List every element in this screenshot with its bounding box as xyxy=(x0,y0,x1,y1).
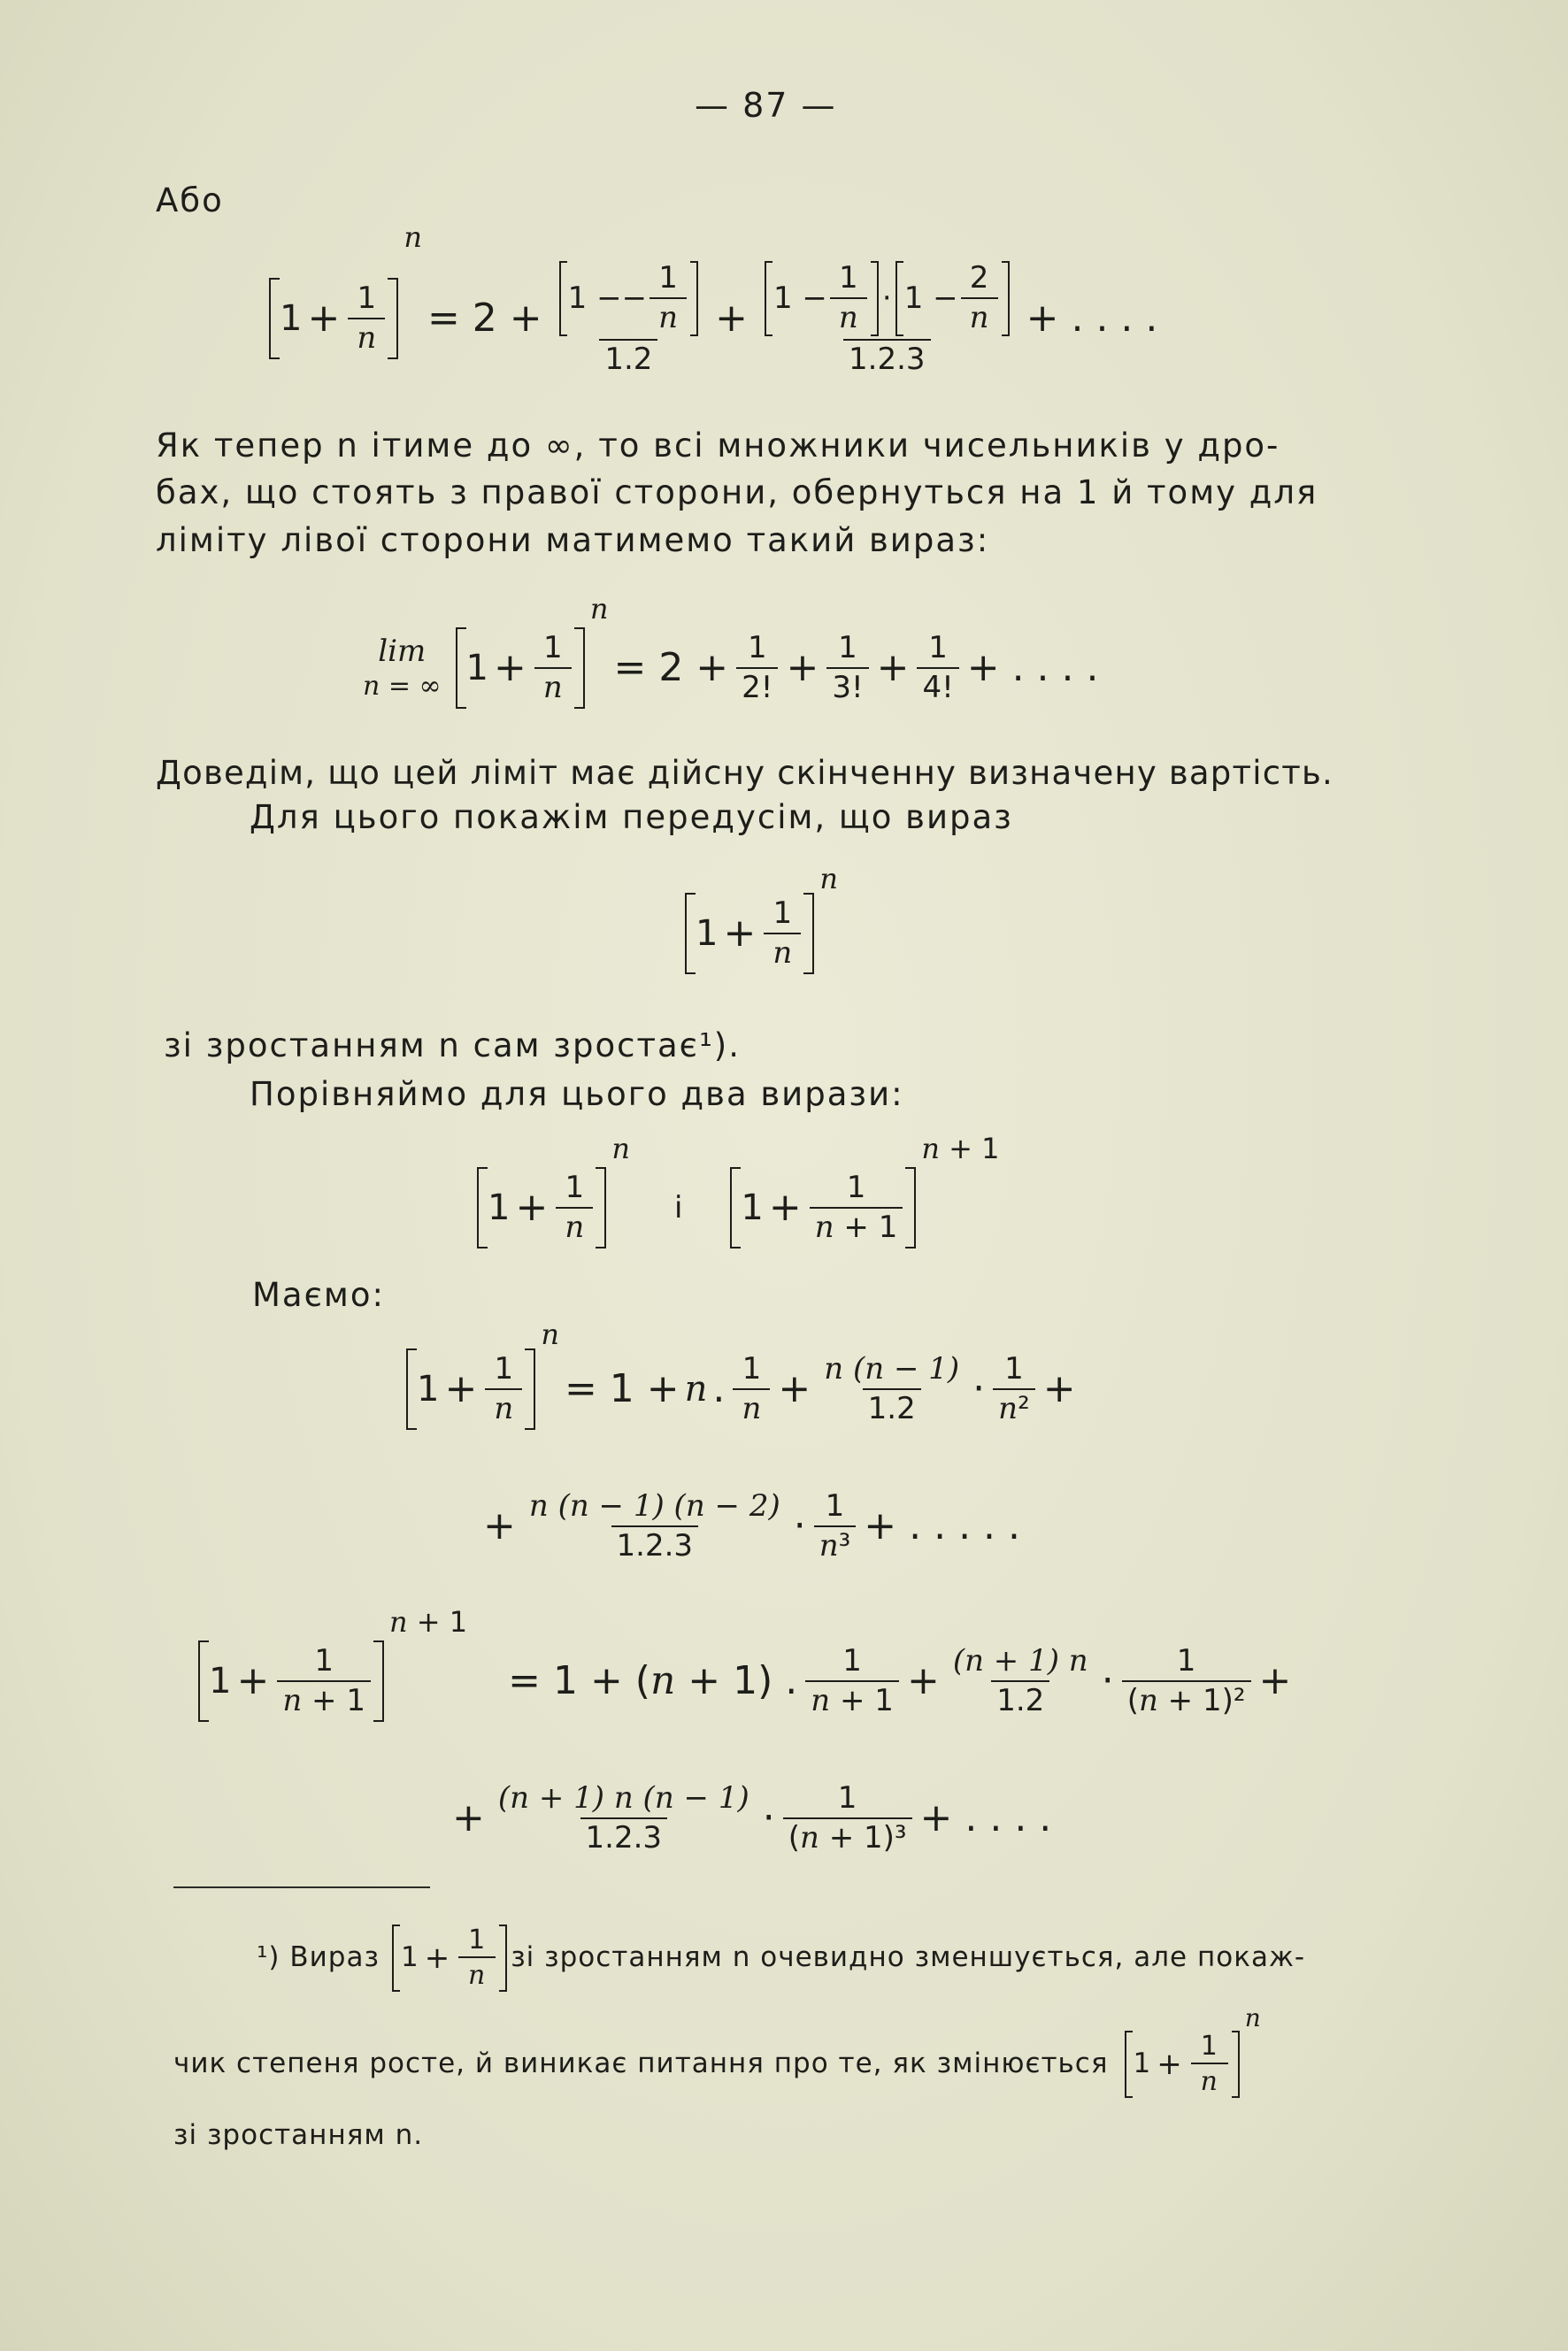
equation-binomial-n-cont: + $\frac{n (n - 1) (n - 2)}{1.2.3}$ · 1 n ³ + . . . . . xyxy=(483,1487,1020,1563)
text-abo: Або xyxy=(156,181,224,219)
equation-binomial-n1-cont: + $\frac{(n + 1) n (n - 1)}{1.2.3}$ · 1 ( n + 1)³ + . . . . xyxy=(452,1779,1052,1855)
equation-binomial-n: 1 + $\frac{1}{n}$ n = 1 + n . $\frac{1}{n}$ + $\frac{n (n - 1)}{1.2}$ · 1 n ² + xyxy=(403,1336,1081,1442)
equation-limit: lim n = ∞ 1 + $\frac{1}{n}$ n = 2 + $\frac{1}{2!}$ + $\frac{1}{3!}$ + $\frac{1}{4!}$ + . . . . xyxy=(363,611,1103,726)
bracket-group: 1 + $\frac{1}{n}$ xyxy=(269,278,398,359)
paragraph-line: Доведім, що цей ліміт має дійсну скінченну визначену вартість. xyxy=(156,754,1334,792)
equation-expression: 1 + $\frac{1}{n}$ n xyxy=(681,880,838,987)
fraction-term-2: 1 −− $\frac{1}{n}$ 1.2 xyxy=(550,261,707,375)
page-number: — 87 — xyxy=(695,86,837,125)
lim-operator: lim n = ∞ xyxy=(363,634,442,702)
paragraph-line: бах, що стоять з правої сторони, обернуться на 1 й тому для xyxy=(156,473,1318,511)
footnote-line: зі зростанням n. xyxy=(173,2119,424,2151)
equation-expansion: 1 + $\frac{1}{n}$ n = 2 + 1 −− $\frac{1}{n}$ 1.2 + 1 − $\frac{1}{n}$ · 1 − $\frac{2}{n}$ 1.2.3 + . . . . xyxy=(265,239,1163,398)
fraction-term-3: 1 − $\frac{1}{n}$ · 1 − $\frac{2}{n}$ 1.2.3 xyxy=(756,261,1018,375)
paragraph-line: Як тепер n ітиме до ∞, то всі множники чисельників у дро- xyxy=(156,426,1280,465)
paragraph-line: зі зростанням n сам зростає¹). xyxy=(164,1026,741,1064)
equation-compare: 1 + $\frac{1}{n}$ n і 1 + 1 n + 1 n + 1 xyxy=(473,1150,1000,1265)
footnote-line: ¹) Вираз 1 + $\frac{1}{n}$ зі зростанням n очевидно зменшується, але покаж- xyxy=(257,1924,1306,1991)
paragraph-line: Порівняймо для цього два вирази: xyxy=(250,1075,904,1113)
text-maemo: Маємо: xyxy=(252,1276,385,1314)
footnote-rule xyxy=(173,1886,430,1888)
paragraph-line: ліміту лівої сторони матимемо такий вираз: xyxy=(156,521,990,559)
footnote-line: чик степеня росте, й виникає питання про те, як змінюється 1 + $\frac{1}{n}$ n xyxy=(173,2003,1262,2097)
equation-binomial-n1: 1 + 1 n + 1 n + 1 = 1 + (n + 1) . 1 n + 1 + $\frac{(n + 1) n}{1.2}$ · 1 ( n + 1)² + xyxy=(195,1624,1296,1739)
paragraph-line: Для цього покажім передусім, що вираз xyxy=(250,798,1013,836)
